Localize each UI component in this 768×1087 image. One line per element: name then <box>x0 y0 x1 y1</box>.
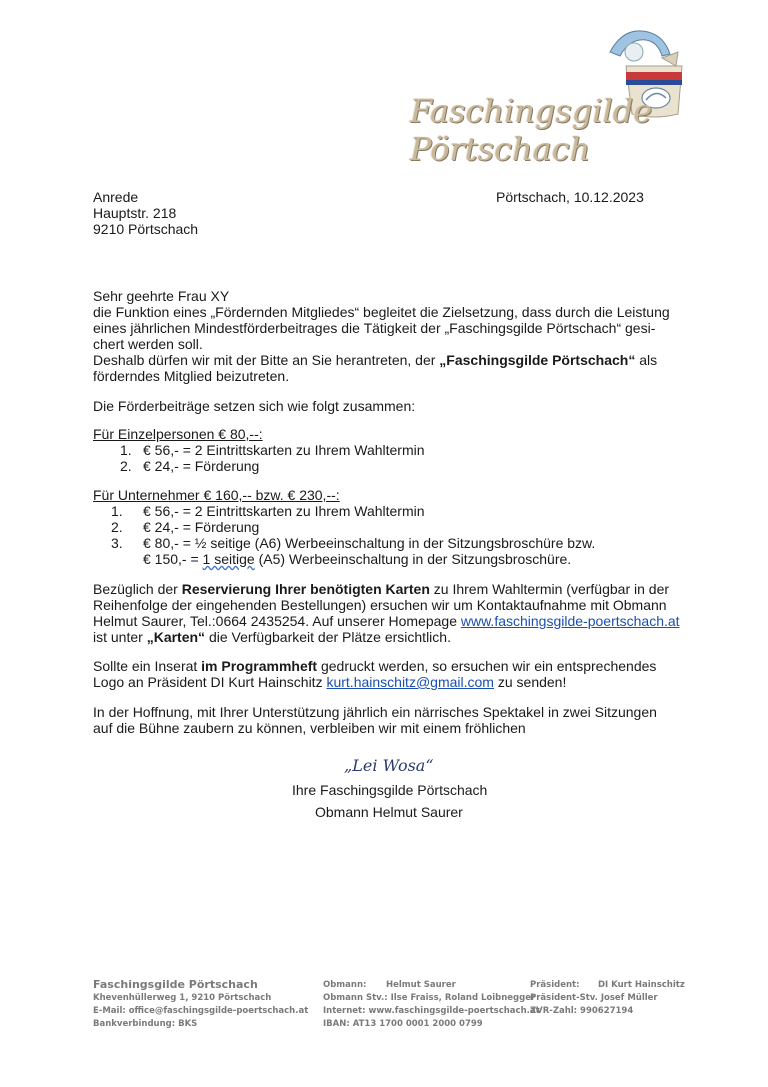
footer-email: E-Mail: office@faschingsgilde-poertschach.at <box>93 1006 309 1016</box>
recipient-street: Hauptstr. 218 <box>93 205 177 221</box>
list-item: € 24,- = Förderung <box>143 519 260 535</box>
signature-line-1: Ihre Faschingsgilde Pörtschach <box>292 782 488 798</box>
list-item-number: 1. <box>120 442 132 458</box>
list-item-number: 2. <box>120 458 132 474</box>
paragraph-2: Die Förderbeiträge setzen sich wie folgt zusammen: <box>93 398 416 414</box>
list-item: € 56,- = 2 Eintrittskarten zu Ihrem Wahltermin <box>143 442 425 458</box>
salutation: Sehr geehrte Frau XY <box>93 288 230 304</box>
paragraph-3-line: Bezüglich der Reservierung Ihrer benötigten Karten zu Ihrem Wahltermin (verfügbar in der <box>93 581 670 597</box>
companies-heading: Für Unternehmer € 160,-- bzw. € 230,--: <box>93 487 340 503</box>
list-item: € 24,- = Förderung <box>143 458 260 474</box>
paragraph-4-line: Logo an Präsident DI Kurt Hainschitz kurt.hainschitz@gmail.com zu senden! <box>93 674 567 690</box>
footer-praesident-label: Präsident: <box>530 980 580 990</box>
list-item-number: 3. <box>111 535 123 551</box>
list-item-number: 1. <box>111 503 123 519</box>
list-item: € 80,- = ½ seitige (A6) Werbeeinschaltung in der Sitzungsbroschüre bzw. <box>143 535 596 551</box>
footer-obmann-value: Helmut Saurer <box>386 980 456 990</box>
place-date: Pörtschach, 10.12.2023 <box>496 189 644 205</box>
paragraph-1-line: chert werden soll. <box>93 336 203 352</box>
email-link[interactable]: kurt.hainschitz@gmail.com <box>326 674 494 690</box>
signature-line-2: Obmann Helmut Saurer <box>315 804 463 820</box>
recipient-city: 9210 Pörtschach <box>93 221 199 237</box>
footer-obmann-stv: Obmann Stv.: Ilse Fraiss, Roland Loibnegger <box>323 993 536 1003</box>
homepage-link[interactable]: www.faschingsgilde-poertschach.at <box>460 613 680 629</box>
individuals-heading: Für Einzelpersonen € 80,--: <box>93 426 263 442</box>
footer-internet: Internet: www.faschingsgilde-poertschach.at <box>323 1006 540 1016</box>
paragraph-4-line: Sollte ein Inserat im Programmheft gedruckt werden, so ersuchen wir ein entsprechendes <box>93 658 657 674</box>
paragraph-3-line: Helmut Saurer, Tel.:0664 2435254. Auf unserer Homepage www.faschingsgilde-poertschach.at <box>93 613 680 629</box>
paragraph-1-line: die Funktion eines „Fördernden Mitgliedes“ begleitet die Zielsetzung, dass durch die Leistung <box>93 304 670 320</box>
footer-address: Khevenhüllerweg 1, 9210 Pörtschach <box>93 993 272 1003</box>
paragraph-1-line: Deshalb dürfen wir mit der Bitte an Sie herantreten, der „Faschingsgilde Pörtschach“ als <box>93 352 658 368</box>
paragraph-1-line: eines jährlichen Mindestförderbeitrages die Tätigkeit der „Faschingsgilde Pörtschach“ gesi- <box>93 320 656 336</box>
paragraph-3-line: ist unter „Karten“ die Verfügbarkeit der Plätze ersichtlich. <box>93 629 451 645</box>
footer-org: Faschingsgilde Pörtschach <box>93 978 258 991</box>
footer-iban: IBAN: AT13 1700 0001 2000 0799 <box>323 1019 483 1029</box>
signature-script: „Lei Wosa“ <box>344 756 434 775</box>
paragraph-5-line: In der Hoffnung, mit Ihrer Unterstützung jährlich ein närrisches Spektakel in zwei Sitzungen <box>93 704 657 720</box>
logo-wordmark: Faschingsgilde Pörtschach <box>410 92 653 168</box>
footer-bank: Bankverbindung: BKS <box>93 1019 198 1029</box>
list-item-continuation: € 150,- = 1 seitige (A5) Werbeeinschaltung in der Sitzungsbroschüre. <box>143 551 572 567</box>
footer-obmann-label: Obmann: <box>323 980 367 990</box>
paragraph-5-line: auf die Bühne zaubern zu können, verbleiben wir mit einem fröhlichen <box>93 720 526 736</box>
paragraph-1-line: förderndes Mitglied beizutreten. <box>93 368 290 384</box>
footer-praesident-value: DI Kurt Hainschitz <box>598 980 685 990</box>
footer-zvr: ZVR-Zahl: 990627194 <box>530 1006 634 1016</box>
paragraph-3-line: Reihenfolge der eingehenden Bestellungen) ersuchen wir um Kontaktaufnahme mit Obmann <box>93 597 667 613</box>
footer-praesident-stv: Präsident-Stv. Josef Müller <box>530 993 658 1003</box>
recipient-salutation-title: Anrede <box>93 189 139 205</box>
list-item-number: 2. <box>111 519 123 535</box>
list-item: € 56,- = 2 Eintrittskarten zu Ihrem Wahltermin <box>143 503 425 519</box>
